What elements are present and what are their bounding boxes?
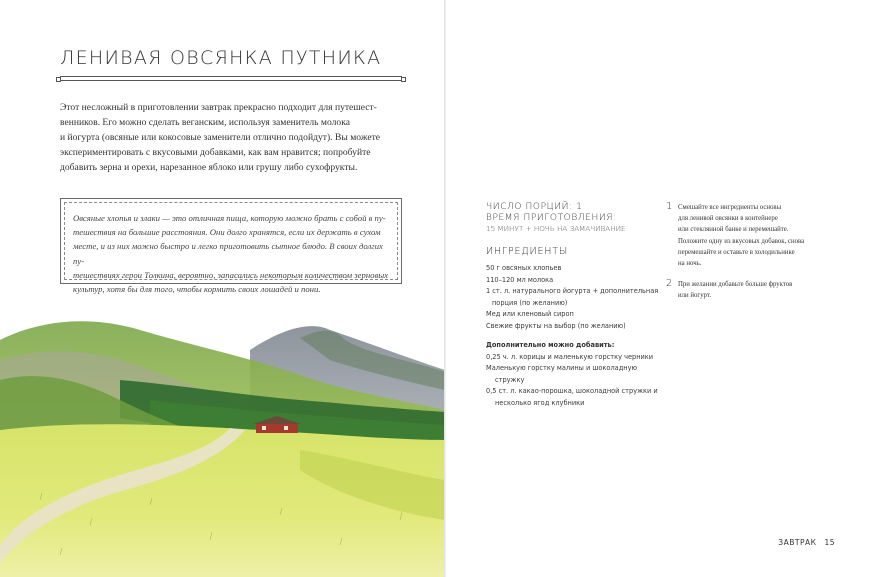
recipe-meta <box>486 202 666 410</box>
extra-item: 0,5 ст. л. какао-порошка, шоколадной стружки и несколько ягод клубники <box>486 387 658 407</box>
prep-time-value: 15 МИНУТ + НОЧЬ НА ЗАМАЧИВАНИЕ <box>486 224 626 233</box>
step-line: перемешайте и оставьте в холодильнике <box>678 248 795 256</box>
step-line: При желании добавьте больше фруктов <box>678 281 793 289</box>
method-step <box>666 202 856 269</box>
step-line: или стеклянной банке и перемешайте. <box>678 226 789 234</box>
page-footer <box>778 538 835 547</box>
step-line: Смешайте все ингредиенты основы <box>678 204 782 211</box>
title-double-rule <box>60 76 402 82</box>
extras-heading: Дополнительно можно добавить: <box>486 340 615 349</box>
quote-line: Овсяные хлопья и злаки — это отличная пища, которую можно брать с собой в пу- <box>73 213 386 223</box>
section-name: ЗАВТРАК <box>778 538 817 547</box>
left-page <box>0 0 445 577</box>
ingredients-heading: ИНГРЕДИЕНТЫ <box>486 246 569 257</box>
quote-line: тешествия на большие расстояния. Они долго хранятся, если их держать в сухом <box>73 227 381 238</box>
ingredients-list <box>486 263 666 333</box>
quote-line: месте, и из них можно быстро и легко приготовить сытное блюдо. В своих долгих пу- <box>73 241 383 266</box>
quote-line: культур, хотя бы для того, чтобы кормить своих лошадей и пони. <box>73 284 321 295</box>
quote-text <box>73 211 389 296</box>
step-number: 1 <box>666 201 673 212</box>
servings: ЧИСЛО ПОРЦИЙ: 1 <box>486 202 583 212</box>
prep-time-label: ВРЕМЯ ПРИГОТОВЛЕНИЯ: <box>486 213 617 223</box>
recipe-title: ЛЕНИВАЯ ОВСЯНКА ПУТНИКА <box>60 47 382 69</box>
quote-box <box>60 198 402 295</box>
intro-paragraph <box>60 100 390 175</box>
extra-item: Маленькую горстку малины и шоколадную стружку <box>486 364 638 384</box>
extra-item: 0,25 ч. л. корицы и маленькую горстку черники <box>486 352 654 361</box>
intro-line: Этот несложный в приготовлении завтрак прекрасно подходит для путешест- <box>60 102 377 113</box>
step-number: 2 <box>666 278 673 290</box>
intro-line: экспериментировать с вкусовыми добавками, как вам нравится; попробуйте <box>60 147 371 158</box>
step-line: для ленивой овсянки в контейнере <box>678 215 778 223</box>
step-line: на ночь. <box>678 260 702 268</box>
step-line: или йогурт. <box>678 292 712 300</box>
ingredient-item: 110–120 мл молока <box>486 275 554 284</box>
watercolor-landscape-illustration <box>0 300 445 577</box>
intro-line: венников. Его можно сделать веганским, используя заменитель молока <box>60 117 350 128</box>
method-steps <box>666 202 856 312</box>
step-line: Положите одну из вкусовых добавок, снова <box>678 237 805 245</box>
right-page <box>446 0 893 577</box>
ingredient-item: 1 ст. л. натурального йогурта + дополнительная порция (по желанию) <box>486 287 659 307</box>
quote-line: тешествиях герои Толкина, вероятно, запасались некоторым количеством зерновых <box>73 269 388 280</box>
ingredient-item: Свежие фрукты на выбор (по желанию) <box>486 321 626 330</box>
extras-list <box>486 352 666 410</box>
page-number: 15 <box>824 538 835 547</box>
method-step <box>666 279 856 301</box>
ingredient-item: Мед или кленовый сироп <box>486 310 574 319</box>
intro-line: добавить зерна и орехи, нарезанное яблоко или грушу либо сухофрукты. <box>60 162 358 173</box>
ingredient-item: 50 г овсяных хлопьев <box>486 264 562 272</box>
intro-line: и йогурта (овсяные или кокосовые заменители отлично подойдут). Вы можете <box>60 132 381 143</box>
